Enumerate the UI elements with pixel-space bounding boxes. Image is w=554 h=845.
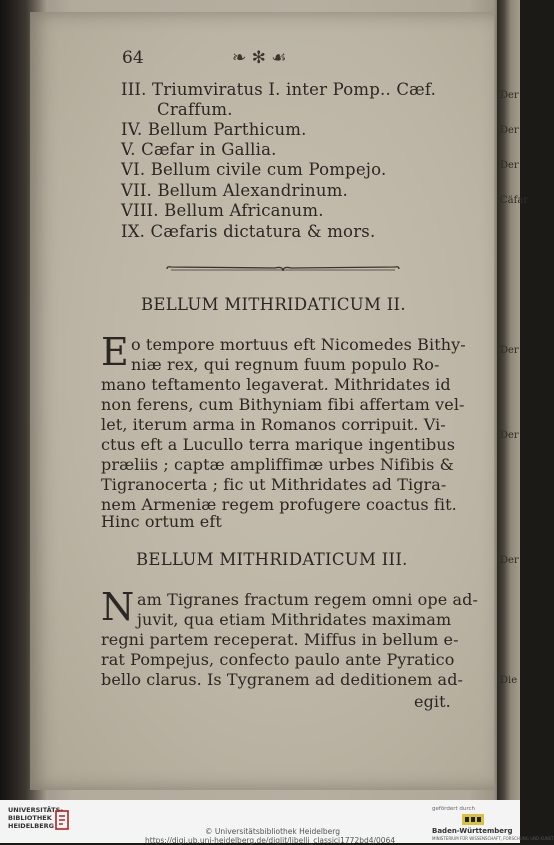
facing-page-word: Der <box>500 430 519 441</box>
section-heading: BELLUM MITHRIDATICUM III. <box>136 550 408 569</box>
text-line: nem Armeniæ regem profugere coactus fit. <box>101 495 457 514</box>
text-line: ctus eft a Lucullo terra marique ingentibus <box>101 435 456 454</box>
state-crest-icon <box>462 814 484 825</box>
drop-cap: E <box>101 330 129 374</box>
facing-page-word: Die <box>500 675 518 686</box>
facing-page-word: Der <box>500 160 519 171</box>
list-item: III. Triumviratus I. inter Pomp.. Cæf. <box>121 80 437 99</box>
text-line: rat Pompejus, confecto paulo ante Pyratico <box>101 650 455 669</box>
text-line: am Tigranes fractum regem omni ope ad- <box>137 590 478 609</box>
library-logo-icon <box>55 810 69 830</box>
permalink-url[interactable]: https://digi.ub.uni-heidelberg.de/diglit/libelli_classici1772bd4/0064 <box>145 836 396 845</box>
list-item: V. Cæfar in Gallia. <box>121 140 277 159</box>
copyright-text: © Universitätsbibliothek Heidelberg <box>205 827 341 836</box>
text-line: niæ rex, qui regnum fuum populo Ro- <box>131 355 440 374</box>
funder-name: Baden-Württemberg <box>432 827 513 835</box>
text-line: præliis ; captæ ampliffimæ urbes Nifibis & <box>101 455 455 474</box>
list-item: VII. Bellum Alexandrinum. <box>121 181 349 200</box>
library-logo-text: UNIVERSITÄTS- BIBLIOTHEK HEIDELBERG <box>8 806 63 830</box>
text-line: bello clarus. Is Tygranem ad deditionem ad- <box>101 670 464 689</box>
facing-page-word: Der <box>500 90 519 101</box>
text-line: non ferens, cum Bithyniam fibi affertam vel- <box>101 395 465 414</box>
list-item: VI. Bellum civile cum Pompejo. <box>121 160 387 179</box>
list-item: IX. Cæfaris dictatura & mors. <box>121 222 376 241</box>
text-line: juvit, qua etiam Mithridates maximam <box>137 610 452 629</box>
page-number: 64 <box>122 48 144 68</box>
facing-page-word: Der <box>500 125 519 136</box>
text-line: Tigranocerta ; fic ut Mithridates ad Tigra- <box>101 475 447 494</box>
facing-page-word: Cäfar <box>500 195 529 206</box>
funding-note: gefördert durch <box>432 806 476 812</box>
list-item: Craffum. <box>157 100 233 119</box>
text-line: Hinc ortum eft <box>101 512 222 531</box>
header-ornament: ❧ ✻ ☙ <box>232 48 287 68</box>
text-line: let, iterum arma in Romanos corripuit. Vi- <box>101 415 446 434</box>
text-line: o tempore mortuus eft Nicomedes Bithy- <box>131 335 466 354</box>
drop-cap: N <box>101 585 135 629</box>
text-line: regni partem receperat. Miffus in bellum e- <box>101 630 459 649</box>
funder-subtitle: MINISTERIUM FÜR WISSENSCHAFT, FORSCHUNG UND KUNST <box>432 836 554 841</box>
section-heading: BELLUM MITHRIDATICUM II. <box>141 295 406 314</box>
decorative-rule <box>165 265 401 273</box>
facing-page-word: Der <box>500 555 519 566</box>
text-line: mano teftamento legaverat. Mithridates id <box>101 375 451 394</box>
list-item: IV. Bellum Parthicum. <box>121 120 307 139</box>
list-item: VIII. Bellum Africanum. <box>121 201 324 220</box>
facing-page-word: Der <box>500 345 519 356</box>
text-line: egit. <box>414 692 451 711</box>
